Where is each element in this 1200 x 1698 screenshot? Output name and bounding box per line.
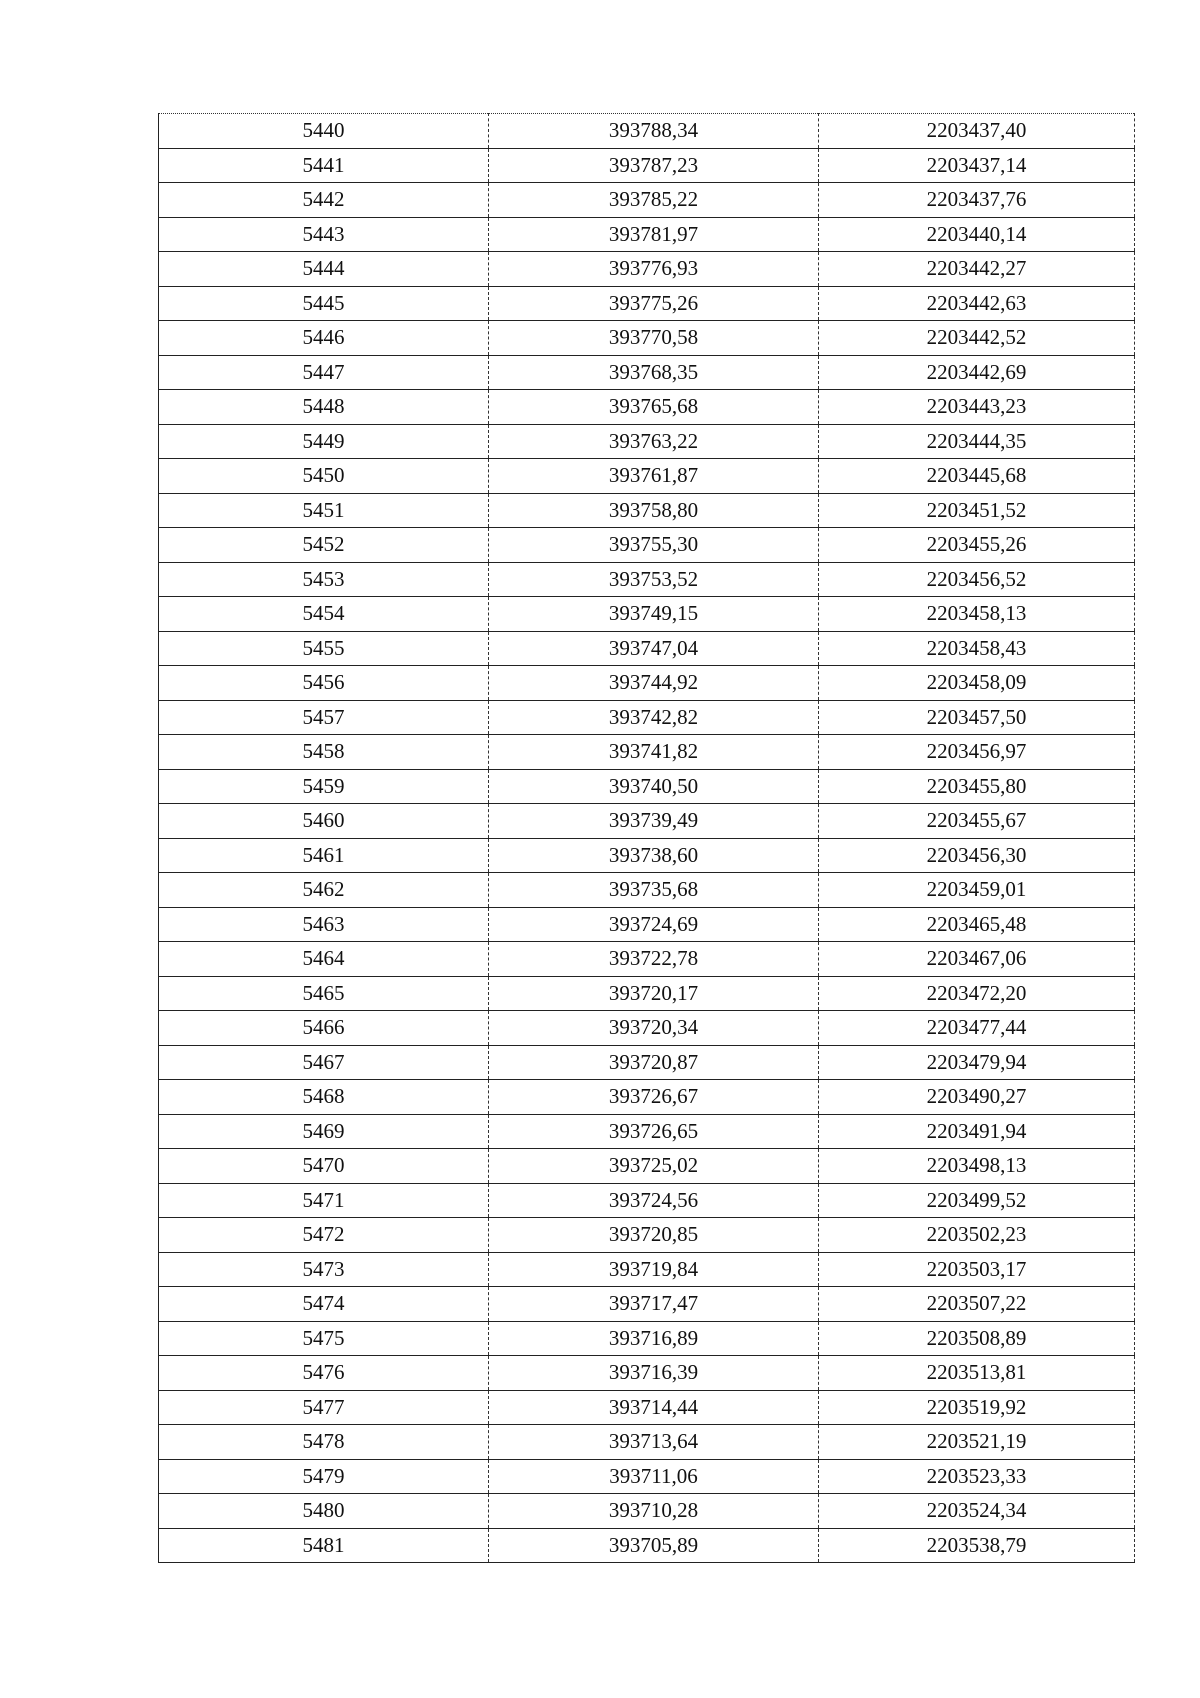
x-coordinate-cell: 393740,50 [489, 769, 819, 804]
y-coordinate-cell: 2203456,52 [819, 562, 1135, 597]
x-coordinate-cell: 393705,89 [489, 1528, 819, 1563]
point-number-cell: 5451 [159, 493, 489, 528]
x-coordinate-cell: 393758,80 [489, 493, 819, 528]
x-coordinate-cell: 393722,78 [489, 942, 819, 977]
y-coordinate-cell: 2203472,20 [819, 976, 1135, 1011]
point-number-cell: 5441 [159, 148, 489, 183]
y-coordinate-cell: 2203465,48 [819, 907, 1135, 942]
table-row [159, 1218, 1135, 1253]
y-coordinate-cell: 2203442,52 [819, 321, 1135, 356]
y-coordinate-cell: 2203437,76 [819, 183, 1135, 218]
x-coordinate-cell: 393781,97 [489, 217, 819, 252]
table-row [159, 804, 1135, 839]
x-coordinate-cell: 393753,52 [489, 562, 819, 597]
y-coordinate-cell: 2203437,40 [819, 114, 1135, 149]
table-row [159, 1080, 1135, 1115]
x-coordinate-cell: 393714,44 [489, 1390, 819, 1425]
y-coordinate-cell: 2203451,52 [819, 493, 1135, 528]
x-coordinate-cell: 393720,34 [489, 1011, 819, 1046]
point-number-cell: 5461 [159, 838, 489, 873]
y-coordinate-cell: 2203437,14 [819, 148, 1135, 183]
x-coordinate-cell: 393749,15 [489, 597, 819, 632]
point-number-cell: 5466 [159, 1011, 489, 1046]
x-coordinate-cell: 393724,69 [489, 907, 819, 942]
y-coordinate-cell: 2203444,35 [819, 424, 1135, 459]
x-coordinate-cell: 393787,23 [489, 148, 819, 183]
table-row [159, 114, 1135, 149]
point-number-cell: 5475 [159, 1321, 489, 1356]
y-coordinate-cell: 2203524,34 [819, 1494, 1135, 1529]
point-number-cell: 5450 [159, 459, 489, 494]
y-coordinate-cell: 2203490,27 [819, 1080, 1135, 1115]
point-number-cell: 5473 [159, 1252, 489, 1287]
x-coordinate-cell: 393742,82 [489, 700, 819, 735]
table-row [159, 1114, 1135, 1149]
point-number-cell: 5449 [159, 424, 489, 459]
y-coordinate-cell: 2203507,22 [819, 1287, 1135, 1322]
x-coordinate-cell: 393747,04 [489, 631, 819, 666]
table-row [159, 1390, 1135, 1425]
point-number-cell: 5463 [159, 907, 489, 942]
y-coordinate-cell: 2203456,97 [819, 735, 1135, 770]
table-row [159, 942, 1135, 977]
point-number-cell: 5462 [159, 873, 489, 908]
y-coordinate-cell: 2203445,68 [819, 459, 1135, 494]
y-coordinate-cell: 2203467,06 [819, 942, 1135, 977]
table-row [159, 390, 1135, 425]
table-row [159, 528, 1135, 563]
y-coordinate-cell: 2203477,44 [819, 1011, 1135, 1046]
x-coordinate-cell: 393768,35 [489, 355, 819, 390]
table-row [159, 148, 1135, 183]
table-row [159, 1494, 1135, 1529]
x-coordinate-cell: 393726,67 [489, 1080, 819, 1115]
table-row [159, 355, 1135, 390]
x-coordinate-cell: 393744,92 [489, 666, 819, 701]
table-row [159, 907, 1135, 942]
point-number-cell: 5476 [159, 1356, 489, 1391]
coordinates-table [158, 113, 1135, 1563]
point-number-cell: 5460 [159, 804, 489, 839]
x-coordinate-cell: 393716,39 [489, 1356, 819, 1391]
table-row [159, 424, 1135, 459]
point-number-cell: 5447 [159, 355, 489, 390]
y-coordinate-cell: 2203442,27 [819, 252, 1135, 287]
coordinates-table-body [159, 114, 1135, 1563]
x-coordinate-cell: 393763,22 [489, 424, 819, 459]
y-coordinate-cell: 2203455,80 [819, 769, 1135, 804]
y-coordinate-cell: 2203491,94 [819, 1114, 1135, 1149]
y-coordinate-cell: 2203458,43 [819, 631, 1135, 666]
x-coordinate-cell: 393765,68 [489, 390, 819, 425]
y-coordinate-cell: 2203538,79 [819, 1528, 1135, 1563]
point-number-cell: 5471 [159, 1183, 489, 1218]
x-coordinate-cell: 393710,28 [489, 1494, 819, 1529]
point-number-cell: 5477 [159, 1390, 489, 1425]
x-coordinate-cell: 393775,26 [489, 286, 819, 321]
table-row [159, 700, 1135, 735]
table-row [159, 1459, 1135, 1494]
table-row [159, 597, 1135, 632]
x-coordinate-cell: 393761,87 [489, 459, 819, 494]
table-row [159, 217, 1135, 252]
table-row [159, 1011, 1135, 1046]
x-coordinate-cell: 393776,93 [489, 252, 819, 287]
y-coordinate-cell: 2203498,13 [819, 1149, 1135, 1184]
point-number-cell: 5456 [159, 666, 489, 701]
y-coordinate-cell: 2203502,23 [819, 1218, 1135, 1253]
table-row [159, 1528, 1135, 1563]
y-coordinate-cell: 2203519,92 [819, 1390, 1135, 1425]
y-coordinate-cell: 2203457,50 [819, 700, 1135, 735]
y-coordinate-cell: 2203503,17 [819, 1252, 1135, 1287]
point-number-cell: 5443 [159, 217, 489, 252]
point-number-cell: 5440 [159, 114, 489, 149]
table-row [159, 666, 1135, 701]
y-coordinate-cell: 2203458,09 [819, 666, 1135, 701]
point-number-cell: 5442 [159, 183, 489, 218]
x-coordinate-cell: 393717,47 [489, 1287, 819, 1322]
point-number-cell: 5481 [159, 1528, 489, 1563]
x-coordinate-cell: 393719,84 [489, 1252, 819, 1287]
x-coordinate-cell: 393726,65 [489, 1114, 819, 1149]
y-coordinate-cell: 2203479,94 [819, 1045, 1135, 1080]
point-number-cell: 5446 [159, 321, 489, 356]
x-coordinate-cell: 393785,22 [489, 183, 819, 218]
x-coordinate-cell: 393738,60 [489, 838, 819, 873]
y-coordinate-cell: 2203523,33 [819, 1459, 1135, 1494]
y-coordinate-cell: 2203443,23 [819, 390, 1135, 425]
table-row [159, 873, 1135, 908]
x-coordinate-cell: 393755,30 [489, 528, 819, 563]
table-row [159, 1321, 1135, 1356]
x-coordinate-cell: 393720,85 [489, 1218, 819, 1253]
table-row [159, 735, 1135, 770]
x-coordinate-cell: 393741,82 [489, 735, 819, 770]
point-number-cell: 5457 [159, 700, 489, 735]
table-row [159, 1356, 1135, 1391]
table-row [159, 631, 1135, 666]
point-number-cell: 5458 [159, 735, 489, 770]
table-row [159, 459, 1135, 494]
table-row [159, 321, 1135, 356]
point-number-cell: 5455 [159, 631, 489, 666]
y-coordinate-cell: 2203455,67 [819, 804, 1135, 839]
x-coordinate-cell: 393711,06 [489, 1459, 819, 1494]
point-number-cell: 5467 [159, 1045, 489, 1080]
x-coordinate-cell: 393720,87 [489, 1045, 819, 1080]
y-coordinate-cell: 2203513,81 [819, 1356, 1135, 1391]
table-row [159, 286, 1135, 321]
table-row [159, 1425, 1135, 1460]
point-number-cell: 5452 [159, 528, 489, 563]
point-number-cell: 5480 [159, 1494, 489, 1529]
table-row [159, 183, 1135, 218]
x-coordinate-cell: 393739,49 [489, 804, 819, 839]
x-coordinate-cell: 393713,64 [489, 1425, 819, 1460]
point-number-cell: 5459 [159, 769, 489, 804]
x-coordinate-cell: 393720,17 [489, 976, 819, 1011]
y-coordinate-cell: 2203499,52 [819, 1183, 1135, 1218]
x-coordinate-cell: 393725,02 [489, 1149, 819, 1184]
x-coordinate-cell: 393770,58 [489, 321, 819, 356]
table-row [159, 493, 1135, 528]
table-row [159, 1045, 1135, 1080]
table-row [159, 1149, 1135, 1184]
x-coordinate-cell: 393716,89 [489, 1321, 819, 1356]
y-coordinate-cell: 2203442,63 [819, 286, 1135, 321]
point-number-cell: 5469 [159, 1114, 489, 1149]
point-number-cell: 5448 [159, 390, 489, 425]
table-row [159, 1287, 1135, 1322]
point-number-cell: 5445 [159, 286, 489, 321]
point-number-cell: 5479 [159, 1459, 489, 1494]
y-coordinate-cell: 2203508,89 [819, 1321, 1135, 1356]
x-coordinate-cell: 393735,68 [489, 873, 819, 908]
point-number-cell: 5465 [159, 976, 489, 1011]
y-coordinate-cell: 2203455,26 [819, 528, 1135, 563]
y-coordinate-cell: 2203521,19 [819, 1425, 1135, 1460]
point-number-cell: 5468 [159, 1080, 489, 1115]
y-coordinate-cell: 2203458,13 [819, 597, 1135, 632]
point-number-cell: 5472 [159, 1218, 489, 1253]
point-number-cell: 5453 [159, 562, 489, 597]
table-row [159, 769, 1135, 804]
y-coordinate-cell: 2203442,69 [819, 355, 1135, 390]
point-number-cell: 5464 [159, 942, 489, 977]
table-row [159, 562, 1135, 597]
point-number-cell: 5474 [159, 1287, 489, 1322]
table-row [159, 976, 1135, 1011]
point-number-cell: 5470 [159, 1149, 489, 1184]
table-row [159, 1183, 1135, 1218]
point-number-cell: 5444 [159, 252, 489, 287]
point-number-cell: 5454 [159, 597, 489, 632]
y-coordinate-cell: 2203440,14 [819, 217, 1135, 252]
x-coordinate-cell: 393788,34 [489, 114, 819, 149]
table-row [159, 838, 1135, 873]
table-row [159, 1252, 1135, 1287]
y-coordinate-cell: 2203459,01 [819, 873, 1135, 908]
y-coordinate-cell: 2203456,30 [819, 838, 1135, 873]
point-number-cell: 5478 [159, 1425, 489, 1460]
table-row [159, 252, 1135, 287]
x-coordinate-cell: 393724,56 [489, 1183, 819, 1218]
